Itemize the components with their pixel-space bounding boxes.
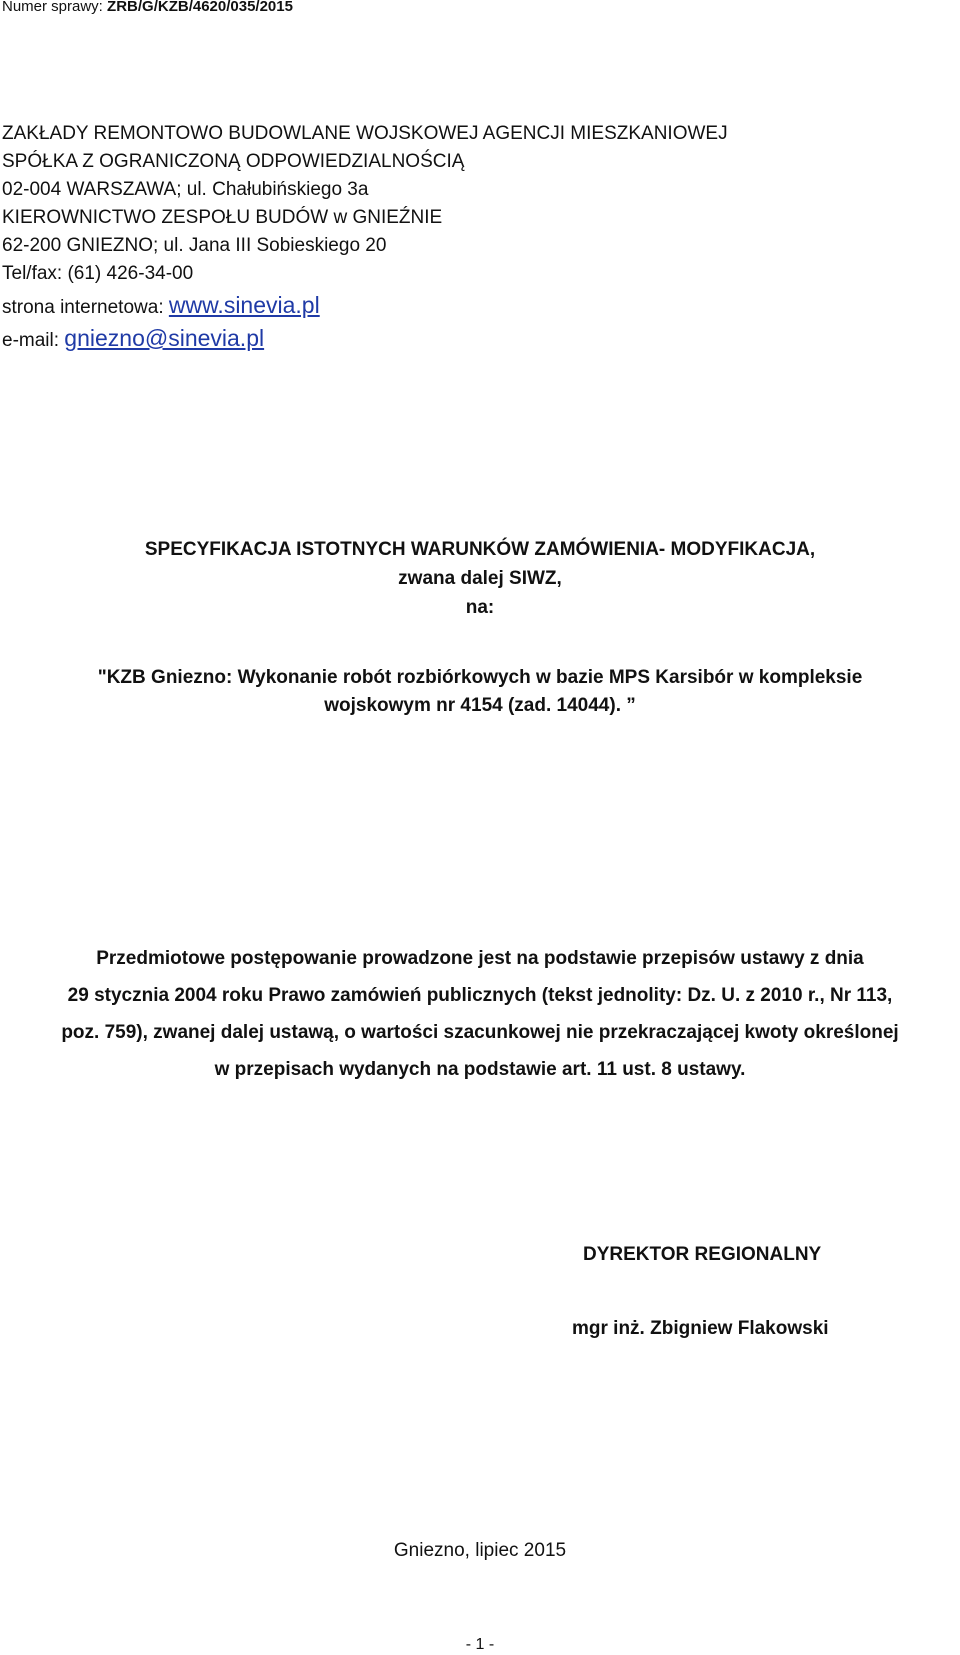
legal-line-4: w przepisach wydanych na podstawie art. 11 ust. 8 ustawy. (214, 1059, 746, 1080)
email-link[interactable]: gniezno@sinevia.pl (64, 325, 265, 351)
case-number-label: Numer sprawy: (2, 0, 108, 15)
document-title (0, 535, 960, 622)
subject-line-2: wojskowym nr 4154 (zad. 14044). ” (324, 695, 636, 716)
order-subject (0, 664, 960, 720)
place-date: Gniezno, lipiec 2015 (393, 1540, 567, 1561)
subject-line-1: "KZB Gniezno: Wykonanie robót rozbiórkowych w bazie MPS Karsibór w kompleksie (97, 667, 863, 688)
page-number: - 1 - (465, 1636, 495, 1653)
legal-line-1: Przedmiotowe postępowanie prowadzone jest na podstawie przepisów ustawy z dnia (96, 948, 864, 969)
org-address-line: 02-004 WARSZAWA; ul. Chałubińskiego 3a (2, 179, 369, 200)
org-unit-line: KIEROWNICTWO ZESPOŁU BUDÓW w GNIEŹNIE (2, 207, 443, 228)
website-label: strona internetowa: (2, 297, 169, 318)
title-line-3: na: (465, 597, 495, 618)
title-line-1: SPECYFIKACJA ISTOTNYCH WARUNKÓW ZAMÓWIENIA- MODYFIKACJA, (144, 539, 816, 560)
title-line-2: zwana dalej SIWZ, (398, 568, 562, 589)
case-number-value: ZRB/G/KZB/4620/035/2015 (107, 0, 293, 15)
signatory-position: DYREKTOR REGIONALNY (583, 1244, 822, 1265)
legal-line-2: 29 stycznia 2004 roku Prawo zamówień publicznych (tekst jednolity: Dz. U. z 2010 r., Nr 113, (67, 985, 893, 1006)
signatory-name: mgr inż. Zbigniew Flakowski (572, 1318, 829, 1339)
org-name-line: ZAKŁADY REMONTOWO BUDOWLANE WOJSKOWEJ AGENCJI MIESZKANIOWEJ (2, 123, 728, 144)
email-label: e-mail: (2, 330, 65, 351)
website-link[interactable]: www.sinevia.pl (168, 292, 320, 318)
legal-basis-paragraph (0, 940, 960, 1088)
org-phone-line: Tel/fax: (61) 426-34-00 (2, 263, 194, 284)
legal-line-3: poz. 759), zwanej dalej ustawą, o wartości szacunkowej nie przekraczającej kwoty określonej (61, 1022, 899, 1043)
case-number-line (2, 0, 293, 15)
org-legal-form-line: SPÓŁKA Z OGRANICZONĄ ODPOWIEDZIALNOŚCIĄ (2, 151, 465, 172)
org-unit-address-line: 62-200 GNIEZNO; ul. Jana III Sobieskiego 20 (2, 235, 387, 256)
org-website-line (2, 292, 320, 319)
org-email-line (2, 325, 264, 352)
